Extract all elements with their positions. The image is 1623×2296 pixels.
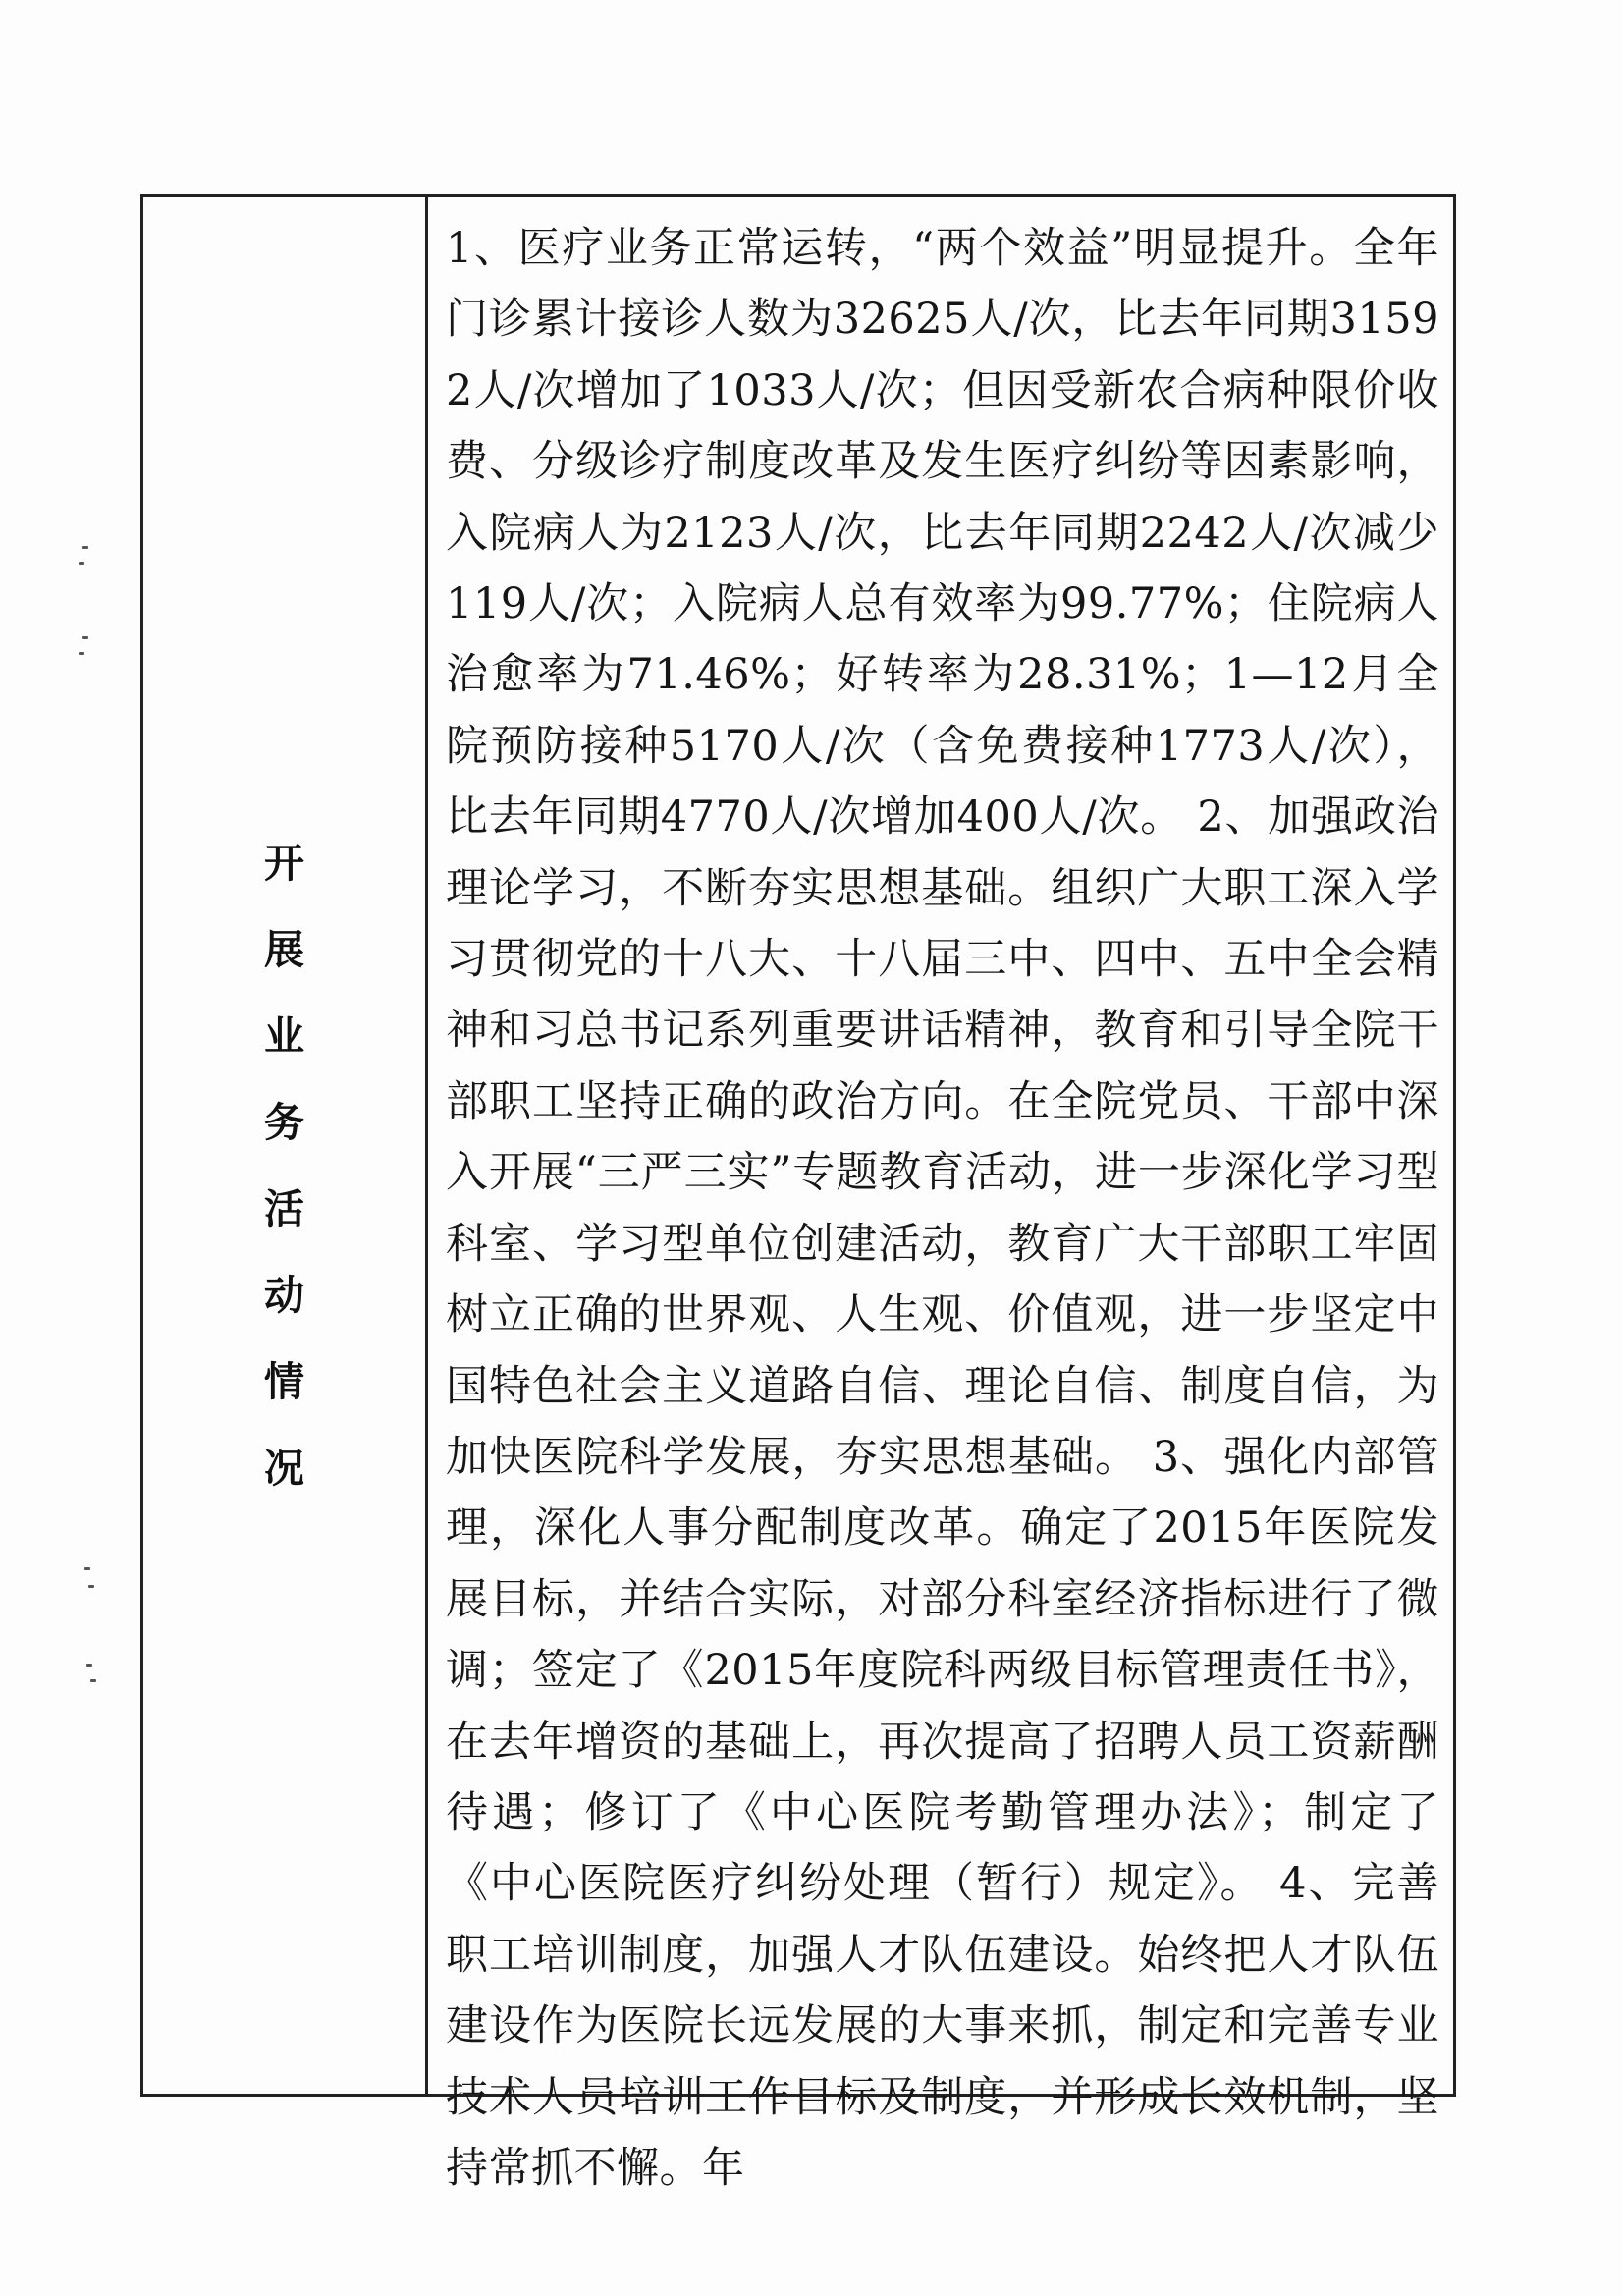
scan-mark <box>82 636 88 639</box>
row-label-char: 业 <box>264 1011 304 1060</box>
form-table <box>140 194 1456 2193</box>
label-cell <box>143 197 428 2094</box>
row-label-char: 动 <box>264 1271 304 1319</box>
scan-mark <box>86 1664 92 1667</box>
row-label-char: 情 <box>264 1357 304 1405</box>
scan-mark <box>88 1585 94 1588</box>
activity-content: 1、医疗业务正常运转，“两个效益”明显提升。全年门诊累计接诊人数为32625人/次，比去年同期31592人/次增加了1033人/次；但因受新农合病种限价收费、分级诊疗制度改革及发生医疗纠纷等因素影响，入院病人为2123人/次，比去年同期2242人/次减少119人/次；入院病人总有效率为99.77%；住院病人治愈率为71.46%；好转率为28.31%；1—12月全院预防接种5170人/次（含免费接种1773人/次），比去年同期4770人/次增加400人/次。 2、加强政治理论学习，不断夯实思想基础。组织广大职工深入学习贯彻党的十八大、十八届三中、四中、五中全会精神和习总书记系列重要讲话精神，教育和引导全院干部职工坚持正确的政治方向。在全院党员、干部中深入开展“三严三实”专题教育活动，进一步深化学习型科室、学习型单位创建活动，教育广大干部职工牢固树立正确的世界观、人生观、价值观，进一步坚定中国特色社会主义道路自信、理论自信、制度自信，为加快医院科学发展，夯实思想基础。 3、强化内部管理，深化人事分配制度改革。确定了2015年医院发展目标，并结合实际，对部分科室经济指标进行了微调；签定了《2015年度院科两级目标管理责任书》，在去年增资的基础上，再次提高了招聘人员工资薪酬待遇；修订了《中心医院考勤管理办法》；制定了《中心医院医疗纠纷处理（暂行）规定》。 4、完善职工培训制度，加强人才队伍建设。始终把人才队伍建设作为医院长远发展的大事来抓，制定和完善专业技术人员培训工作目标及制度，并形成长效机制，坚持常抓不懈。年 <box>446 224 1439 2193</box>
scan-mark <box>79 652 84 655</box>
row-label-char: 活 <box>264 1184 304 1232</box>
content-cell <box>428 197 1453 2193</box>
scan-mark <box>90 1679 96 1682</box>
row-label-char: 开 <box>264 839 304 887</box>
row-label-char: 展 <box>264 925 304 973</box>
row-label-char: 况 <box>264 1444 304 1492</box>
scan-mark <box>79 562 84 565</box>
scan-mark <box>84 1567 90 1570</box>
row-label-char: 务 <box>264 1098 304 1146</box>
scan-mark <box>82 546 88 549</box>
row-label <box>264 820 304 1511</box>
